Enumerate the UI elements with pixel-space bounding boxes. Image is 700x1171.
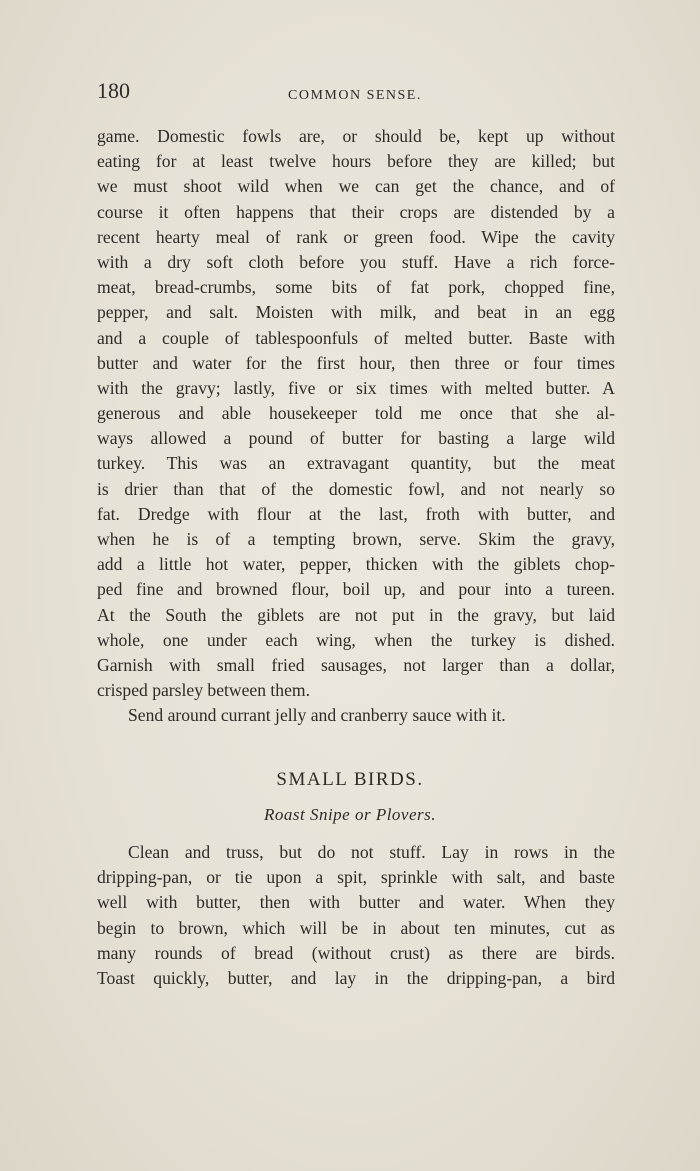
text-line: game. Domestic fowls are, or should be, kept up without	[97, 126, 615, 146]
body-text	[97, 124, 615, 729]
text-line: add a little hot water, pepper, thicken with the giblets chop-	[97, 554, 615, 575]
text-line: dripping-pan, or tie upon a spit, sprinkle with salt, and baste	[97, 867, 615, 888]
text-line: meat, bread-crumbs, some bits of fat pork, chopped fine,	[97, 277, 615, 298]
text-line: Send around currant jelly and cranberry sauce with it.	[128, 705, 506, 726]
text-line: many rounds of bread (without crust) as there are birds.	[97, 942, 615, 963]
text-line: crisped parsley between them.	[97, 680, 310, 701]
text-line: pepper, and salt. Moisten with milk, and beat in an egg	[97, 302, 615, 323]
text-line: course it often happens that their crops are distended by a	[97, 201, 615, 222]
text-line: Garnish with small fried sausages, not larger than a dollar,	[97, 654, 615, 675]
text-line: fat. Dredge with flour at the last, froth with butter, and	[97, 503, 615, 524]
text-line: eating for at least twelve hours before they are killed; but	[97, 151, 615, 172]
text-line: whole, one under each wing, when the turkey is dished.	[97, 629, 615, 650]
text-line: butter and water for the first hour, then three or four times	[97, 352, 615, 373]
text-line: ways allowed a pound of butter for basting a large wild	[97, 428, 615, 449]
section-title: SMALL BIRDS.	[276, 769, 424, 790]
page-number: 180	[97, 78, 130, 103]
text-line: recent hearty meal of rank or green food. Wipe the cavity	[97, 226, 615, 247]
text-line: turkey. This was an extravagant quantity, but the meat	[97, 453, 615, 474]
section-text	[97, 840, 615, 991]
text-line: begin to brown, which will be in about ten minutes, cut as	[97, 917, 615, 938]
running-title: COMMON SENSE.	[288, 88, 422, 103]
text-line: we must shoot wild when we can get the chance, and of	[97, 176, 615, 197]
text-line: At the South the giblets are not put in the gravy, but laid	[97, 604, 615, 625]
text-line: with the gravy; lastly, five or six times with melted butter. A	[97, 377, 615, 398]
text-line: is drier than that of the domestic fowl, and not nearly so	[97, 478, 615, 499]
text-line: well with butter, then with butter and water. When they	[97, 892, 615, 913]
running-head	[97, 78, 617, 112]
text-line: with a dry soft cloth before you stuff. Have a rich force-	[97, 251, 615, 272]
subsection-title: Roast Snipe or Plovers.	[263, 805, 437, 824]
text-line: Clean and truss, but do not stuff. Lay in rows in the	[128, 842, 615, 862]
text-line: ped fine and browned flour, boil up, and pour into a tureen.	[97, 579, 615, 600]
text-line: and a couple of tablespoonfuls of melted butter. Baste with	[97, 327, 615, 348]
text-line: when he is of a tempting brown, serve. Skim the gravy,	[97, 529, 615, 549]
text-line: generous and able housekeeper told me once that she al-	[97, 403, 615, 424]
text-line: Toast quickly, butter, and lay in the dripping-pan, a bird	[97, 967, 615, 988]
